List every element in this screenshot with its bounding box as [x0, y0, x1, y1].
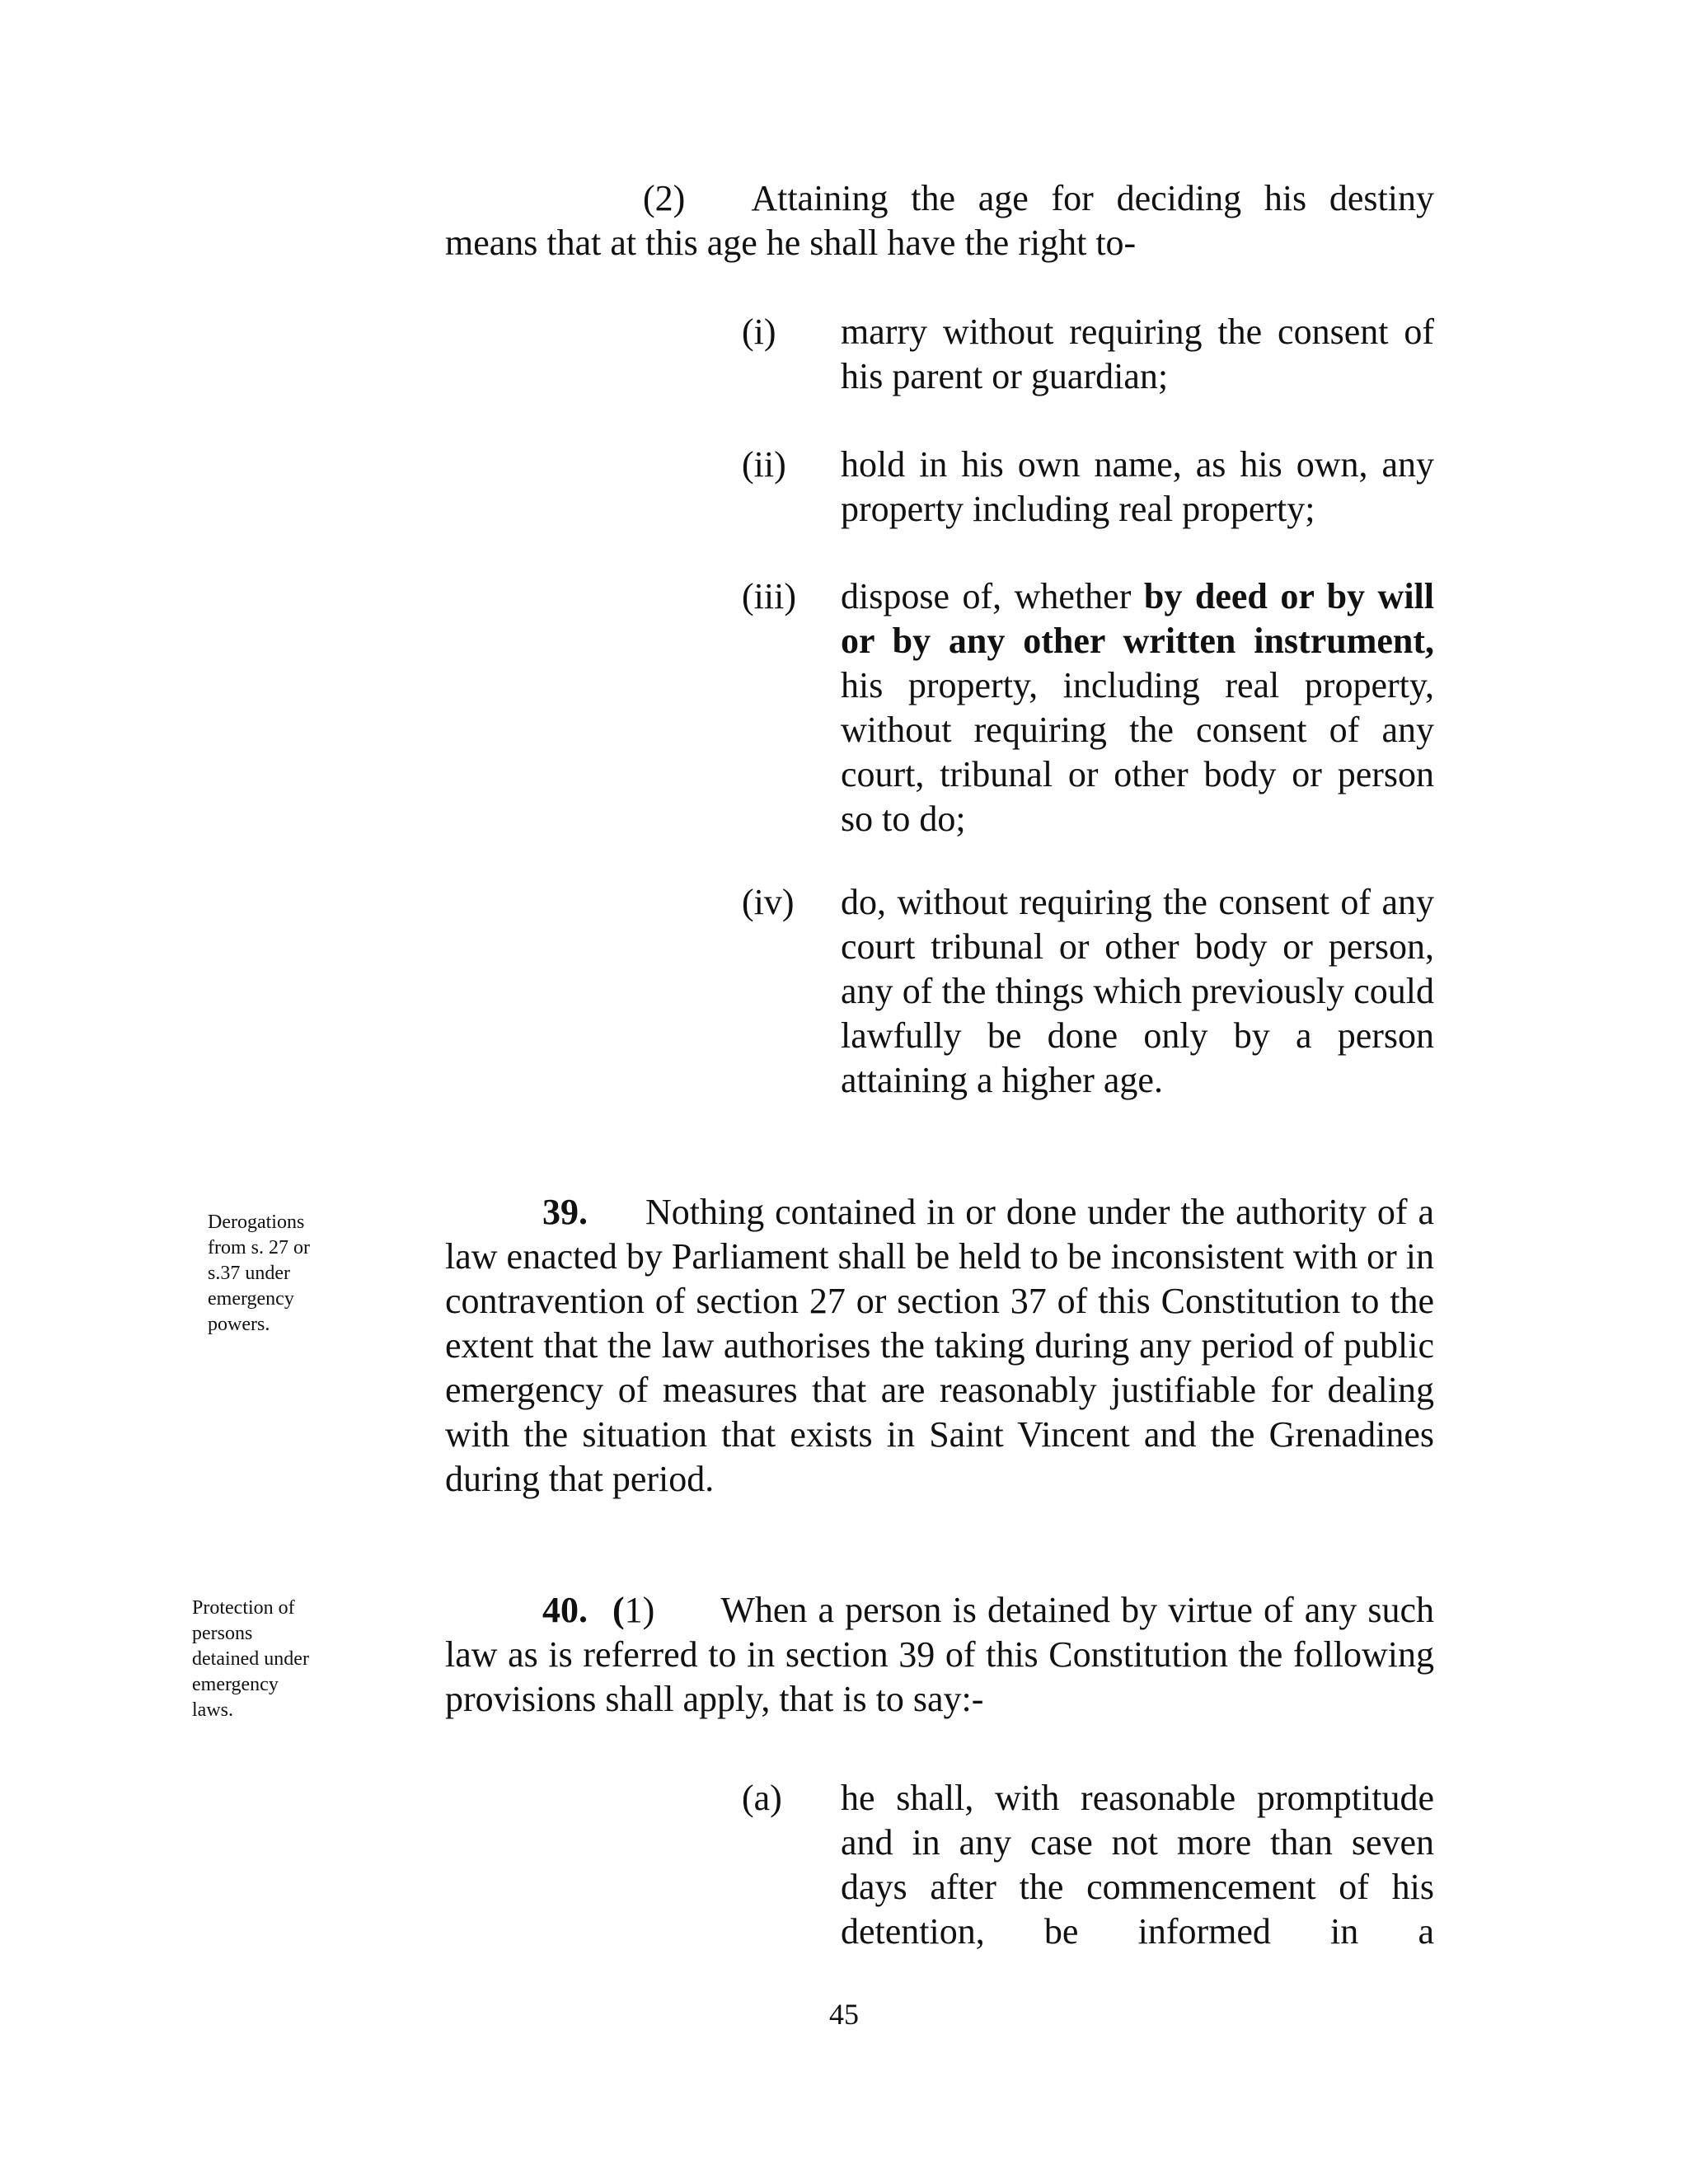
list-item-iii [742, 574, 1434, 841]
section-39 [445, 1190, 1434, 1502]
section-40-number: 40. [542, 1590, 588, 1630]
section-40-subsection-number: 1) [624, 1590, 655, 1630]
list-item-text: marry without requiring the consent of his parent or guardian; [841, 312, 1434, 396]
margin-note-section-40: Protection of persons detained under emergency laws. [192, 1597, 309, 1721]
section-39-text: Nothing contained in or done under the authority of a law enacted by Parliament shall be held to be inconsistent with or in contravention of section 27 or section 37 of this Constitution to the extent that the law authorises the taking during any period of public emergency of measures that are reasonably justifiable for dealing with the situation that exists in Saint Vincent and the Grenadines during that period. [445, 1192, 1434, 1499]
list-item-text-after: his property, including real property, without requiring the consent of any court, tribunal or other body or person so to do; [841, 665, 1434, 839]
list-item-text: do, without requiring the consent of any court tribunal or other body or person, any of the things which previously could lawfully be done only by a person attaining a higher age. [841, 882, 1434, 1100]
margin-note-section-39: Derogations from s. 27 or s.37 under emergency powers. [208, 1212, 310, 1335]
list-item-a [742, 1776, 1434, 1954]
list-item-iv [742, 880, 1434, 1147]
section-40 [445, 1588, 1434, 1722]
list-item-label: (iii) [742, 576, 796, 616]
subsection-2-text-line1: Attaining the age for deciding his destiny [751, 178, 1434, 218]
list-item-text: hold in his own name, as his own, any property including real property; [841, 444, 1434, 529]
list-item-label: (ii) [742, 444, 786, 485]
subsection-2-number: (2) [643, 178, 686, 218]
list-item-text-bold: by deed or by will or by any other written instrument, [841, 576, 1434, 661]
list-item-i [742, 310, 1434, 399]
list-item-label: (i) [742, 312, 776, 352]
list-item-text [841, 574, 1434, 841]
section-39-number: 39. [542, 1192, 588, 1232]
list-item-label: (iv) [742, 882, 795, 922]
subsection-2 [445, 176, 1434, 265]
section-40-text: When a person is detained by virtue of any such law as is referred to in section 39 of this Constitution the following provisions shall apply, that is to say:- [445, 1590, 1434, 1719]
list-item-text: he shall, with reasonable promptitude and in any case not more than seven days after the commencement of his detention, be informed in a [841, 1778, 1434, 1952]
list-item-label: (a) [742, 1778, 782, 1818]
subsection-2-text-rest: means that at this age he shall have the right to- [445, 223, 1137, 263]
list-item-ii [742, 443, 1434, 532]
page-number: 45 [829, 1998, 859, 2031]
list-item-text-before: dispose of, whether [841, 576, 1144, 616]
section-40-subsection-open: ( [612, 1590, 625, 1630]
